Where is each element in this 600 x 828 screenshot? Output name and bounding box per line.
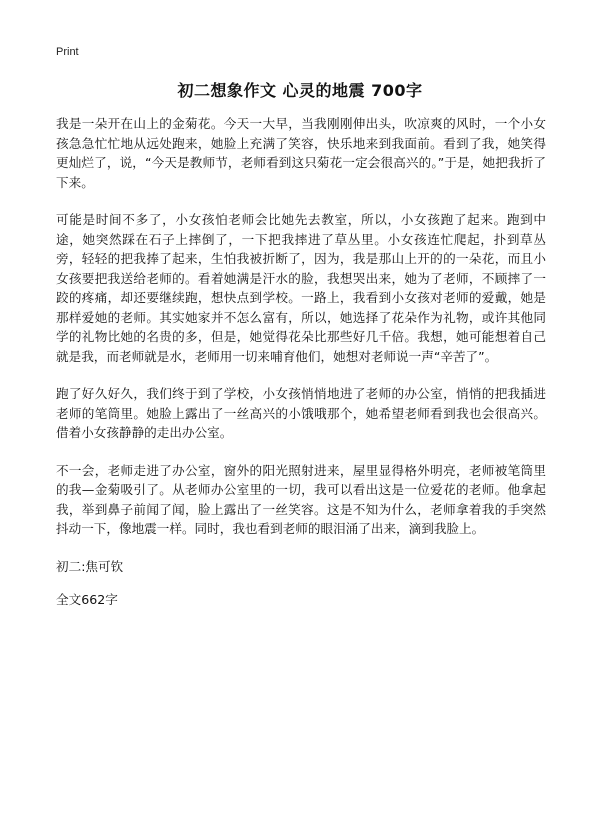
paragraph: 跑了好久好久，我们终于到了学校，小女孩悄悄地进了老师的办公室，悄悄的把我插进老师的笔筒里。她脸上露出了一丝高兴的小饿哦那个，她希望老师看到我也会很高兴。借着小女孩静静的走出办公室。 <box>56 386 546 440</box>
paragraph: 可能是时间不多了，小女孩怕老师会比她先去教室，所以，小女孩跑了起来。跑到中途，她突然踩在石子上摔倒了，一下把我摔进了草丛里。小女孩连忙爬起，扑到草丛旁，轻轻的把我捧了起来，生怕我被折断了，因为，我是那山上开的的一朵花，而且小女孩要把我送给老师的。看着她满是汗水的脸，我想哭出来，她为了老师，不顾摔了一跤的疼痛，却还要继续跑，想快点到学校。一路上，我看到小女孩对老师的爱戴，她是那样爱她的老师。其实她家并不怎么富有，所以，她选择了花朵作为礼物，或许其他同学的礼物比她的名贵的多，但是，她觉得花朵比那些好几千倍。我想，她可能想着自己就是我，而老师就是水，老师用一切来哺育他们，她想对老师说一声“辛苦了”。 <box>56 212 546 364</box>
paragraph: 不一会，老师走进了办公室，窗外的阳光照射进来，屋里显得格外明亮，老师被笔筒里的我—金菊吸引了。从老师办公室里的一切，我可以看出这是一位爱花的老师。他拿起我，举到鼻子前闻了闻，脸上露出了一丝笑容。这是不知为什么，老师拿着我的手突然抖动一下，像地震一样。同时，我也看到老师的眼泪涌了出来，滴到我脸上。 <box>56 462 546 536</box>
print-link[interactable]: Print <box>56 46 79 58</box>
article-title: 初二想象作文 心灵的地震 700字 <box>177 81 423 100</box>
paragraph: 我是一朵开在山上的金菊花。今天一大早，当我刚刚伸出头，吹凉爽的风时，一个小女孩急急忙忙地从远处跑来，她脸上充满了笑容，快乐地来到我面前。看到了我，她笑得更灿烂了，说，“今天是教师节，老师看到这只菊花一定会很高兴的。”于是，她把我折了下来。 <box>56 116 546 190</box>
author-line: 初二:焦可钦 <box>56 558 124 574</box>
word-count: 全文662字 <box>56 591 118 607</box>
article-body <box>56 114 546 623</box>
